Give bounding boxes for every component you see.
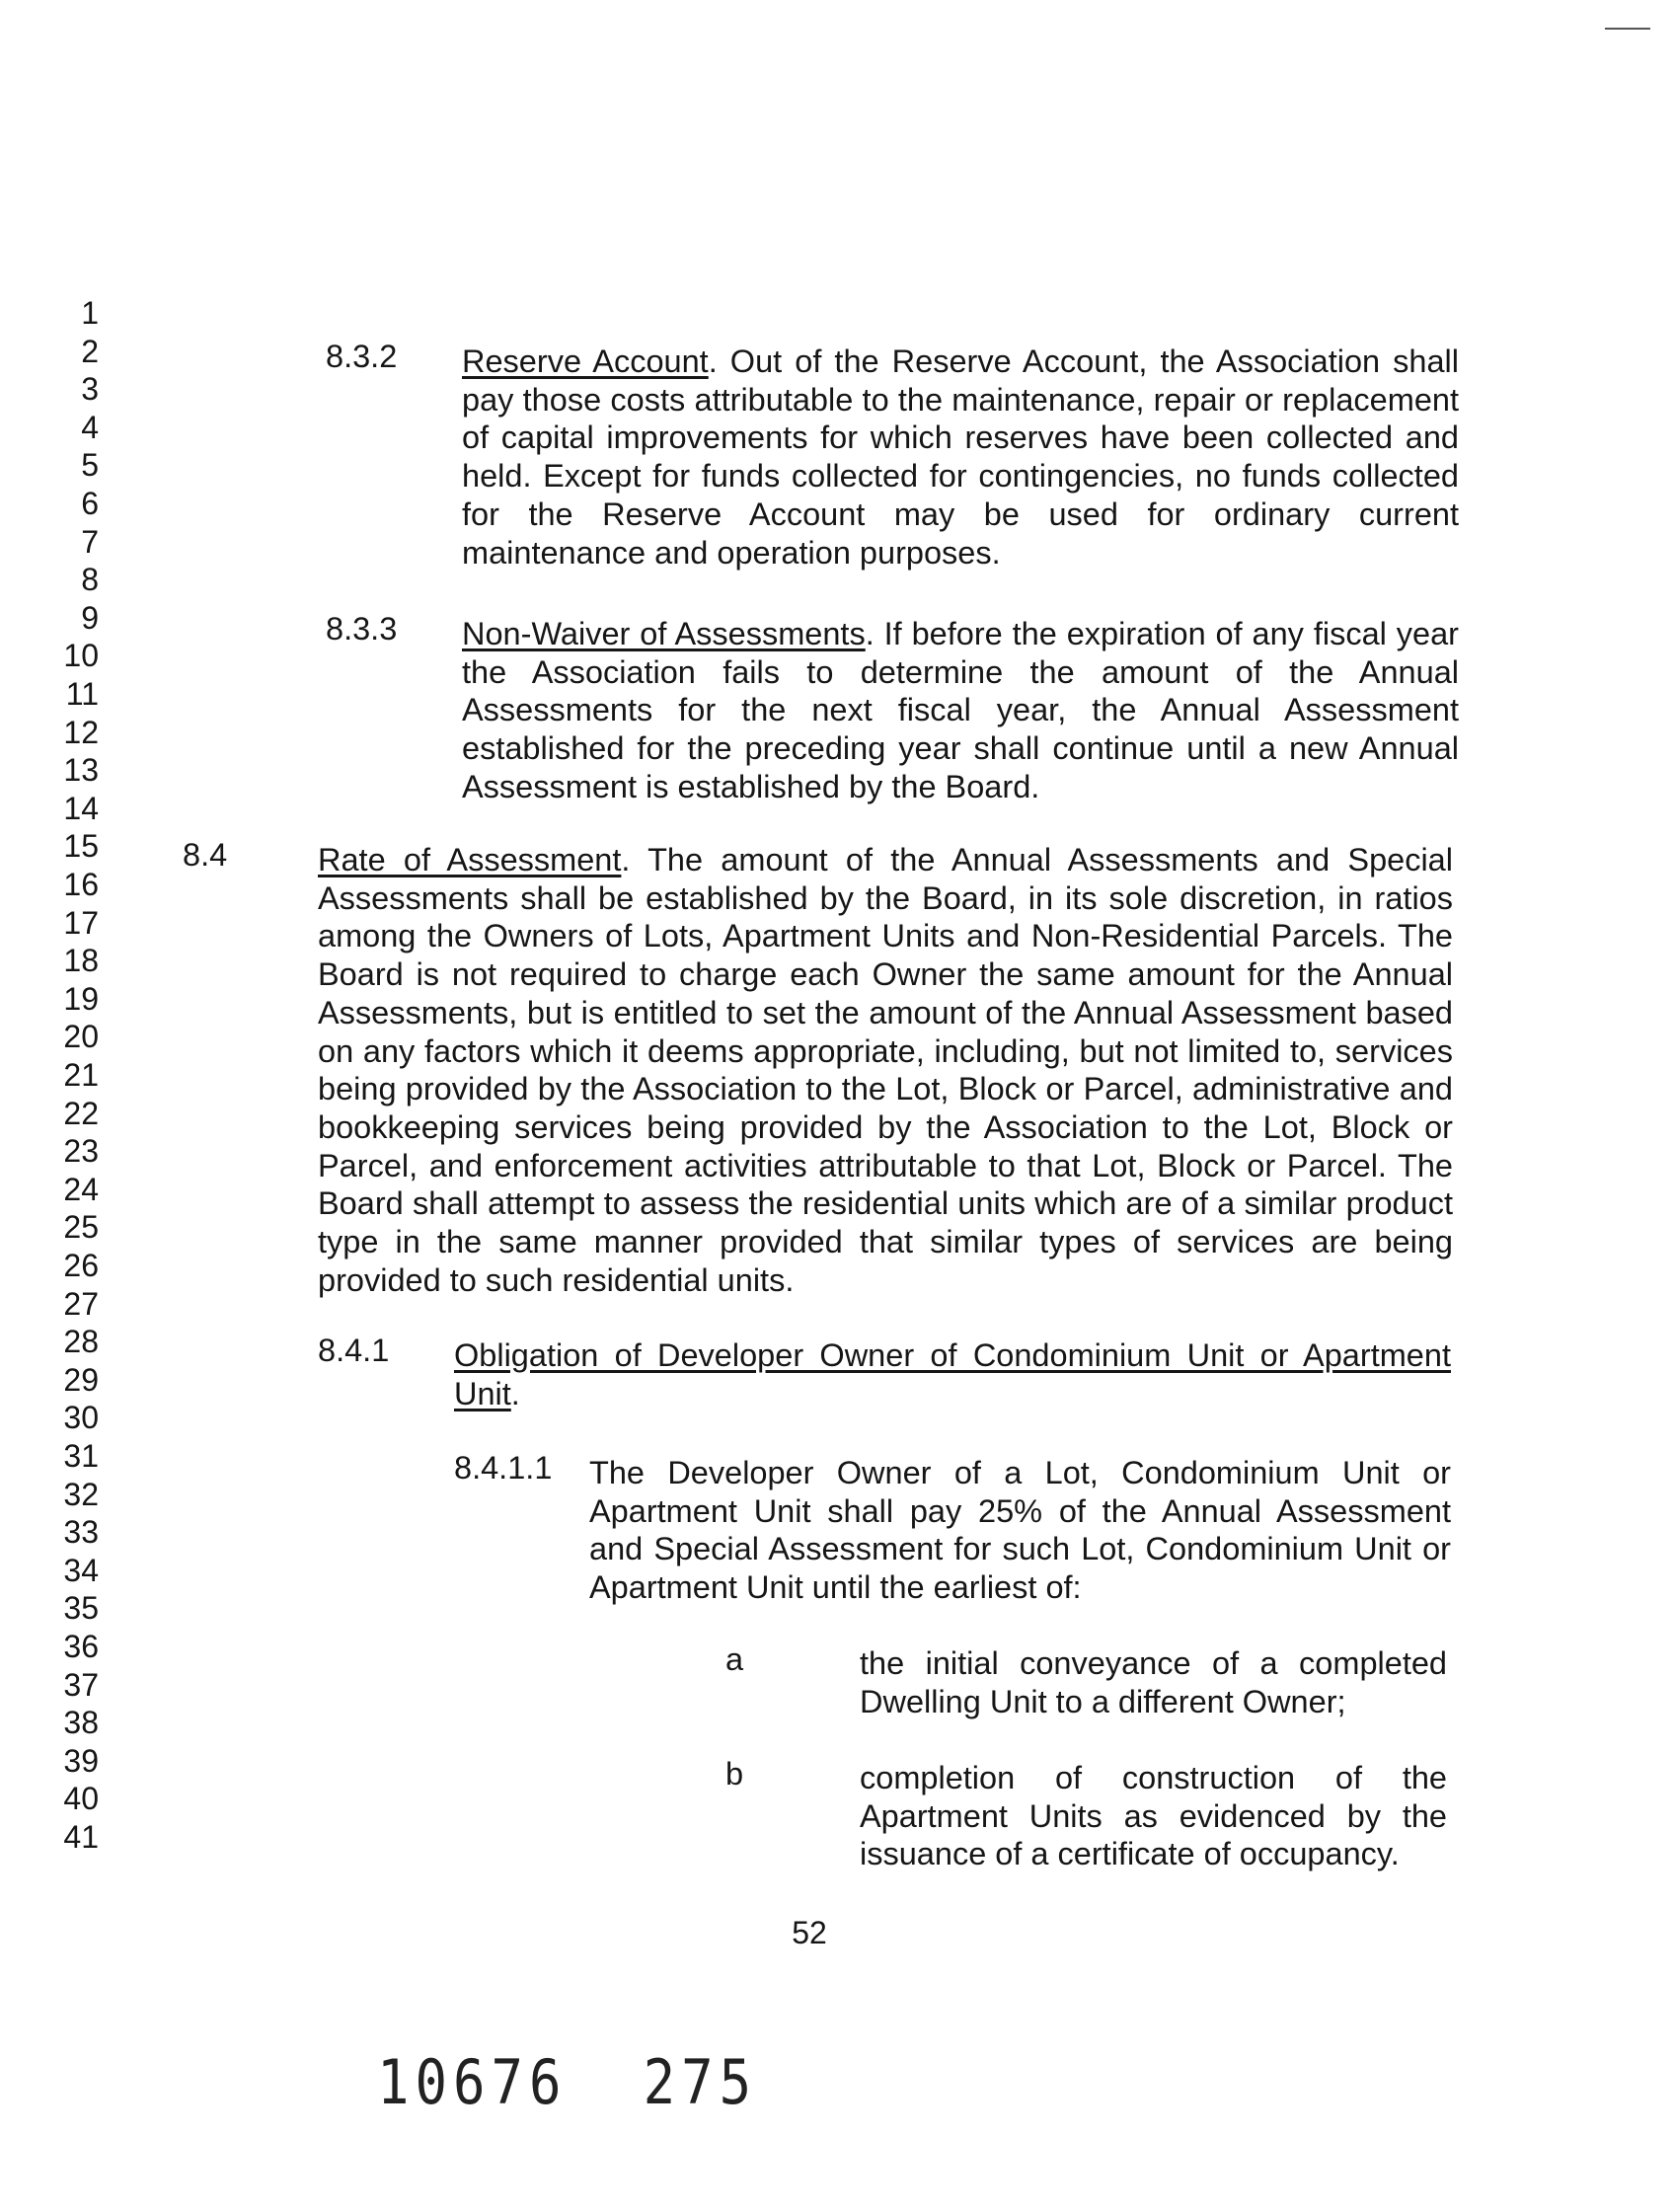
line-number: 19	[63, 980, 99, 1017]
section-8-4-1	[454, 1336, 1451, 1412]
section-8-3-2	[462, 343, 1459, 572]
line-number: 9	[81, 599, 99, 636]
line-number: 28	[63, 1324, 99, 1360]
line-number: 10	[63, 638, 99, 674]
line-number: 18	[63, 943, 99, 979]
line-number: 11	[65, 676, 99, 712]
line-number: 21	[63, 1057, 99, 1093]
line-number: 6	[81, 486, 99, 521]
section-body: . If before the expiration of any fiscal year the Association fails to determine the amount of the Annual Assessments for the next fiscal year, the Annual Assessment established for the preceding year shall continue until a new Annual Assessment is established by the Board.	[462, 616, 1459, 804]
line-number: 38	[63, 1705, 99, 1741]
line-number: 7	[81, 523, 99, 560]
line-number: 32	[63, 1476, 99, 1512]
line-number: 2	[81, 333, 99, 369]
section-heading-reserve-account: Reserve Account	[462, 343, 709, 379]
section-body: . The amount of the Annual Assessments and Special Assessments shall be established by the Board, in its sole discretion, in ratios among the Owners of Lots, Apartment Units and Non-Residential Parcels. The Board is not required to charge each Owner the same amount for the Annual Assessments, but is entitled to set the amount of the Annual Assessment based on any factors which it deems appropriate, including, but not limited to, services being provided by the Association to the Lot, Block or Parcel, administrative and bookkeeping services being provided by the Association to the Lot, Block or Parcel, and enforcement activities attributable to that Lot, Block or Parcel. The Board shall attempt to assess the residential units which are of a similar product type in the same manner provided that similar types of services are being provided to such residential units.	[318, 842, 1453, 1298]
section-8-4	[318, 841, 1453, 1299]
item-letter-b: b	[725, 1756, 744, 1792]
line-number: 24	[63, 1171, 99, 1207]
section-body: .	[510, 1375, 520, 1411]
line-number: 31	[63, 1438, 99, 1474]
item-b: completion of construction of the Apartment Units as evidenced by the issuance of a certificate of occupancy.	[860, 1760, 1447, 1872]
line-number: 8	[81, 562, 99, 598]
scan-artifact	[1605, 28, 1650, 30]
line-number: 12	[63, 714, 99, 750]
line-number: 36	[63, 1629, 99, 1664]
line-number: 14	[63, 790, 99, 826]
section-heading-rate-of-assessment: Rate of Assessment	[318, 842, 622, 877]
line-number: 26	[63, 1248, 99, 1283]
line-number: 22	[63, 1095, 99, 1131]
line-number: 3	[81, 371, 99, 408]
line-number: 25	[63, 1209, 99, 1246]
line-number: 34	[63, 1552, 99, 1588]
section-number-8-4: 8.4	[183, 837, 228, 873]
line-number: 40	[63, 1781, 99, 1817]
section-number-8-4-1-1: 8.4.1.1	[454, 1450, 553, 1486]
section-heading-obligation: Obligation of Developer Owner of Condominium Unit or Apartment Unit	[454, 1337, 1451, 1411]
line-number: 30	[63, 1400, 99, 1436]
section-number-8-3-3: 8.3.3	[326, 611, 398, 647]
page-number: 52	[792, 1915, 827, 1950]
line-number: 27	[63, 1285, 99, 1322]
line-number: 33	[63, 1514, 99, 1551]
section-8-4-1-1: The Developer Owner of a Lot, Condominium Unit or Apartment Unit shall pay 25% of the Annual Assessment and Special Assessment for such Lot, Condominium Unit or Apartment Unit until the earliest of:	[589, 1455, 1451, 1606]
line-number: 37	[63, 1666, 99, 1703]
line-number: 41	[63, 1819, 99, 1855]
section-number-8-4-1: 8.4.1	[318, 1333, 390, 1368]
line-number: 39	[63, 1742, 99, 1779]
section-heading-non-waiver: Non-Waiver of Assessments	[462, 616, 866, 651]
item-a: the initial conveyance of a completed Dwelling Unit to a different Owner;	[860, 1645, 1447, 1719]
line-number: 15	[63, 828, 99, 865]
line-number: 4	[81, 409, 99, 445]
line-number: 1	[81, 295, 99, 331]
section-body: . Out of the Reserve Account, the Association shall pay those costs attributable to the maintenance, repair or replacement of capital improvements for which reserves have been collected and held. Except for funds collected for contingencies, no funds collected for the Reserve Account may be used for ordinary current maintenance and operation purposes.	[462, 343, 1459, 571]
line-number: 17	[63, 904, 99, 941]
line-number: 20	[63, 1019, 99, 1055]
line-number: 5	[81, 447, 99, 484]
item-letter-a: a	[725, 1641, 744, 1677]
line-number: 23	[63, 1133, 99, 1170]
line-number: 35	[63, 1590, 99, 1627]
line-number: 16	[63, 867, 99, 902]
line-number: 29	[63, 1361, 99, 1398]
book-page-stamp: 10676 275	[377, 2046, 758, 2118]
section-8-3-3	[462, 615, 1459, 806]
section-number-8-3-2: 8.3.2	[326, 339, 398, 374]
line-number: 13	[63, 752, 99, 789]
